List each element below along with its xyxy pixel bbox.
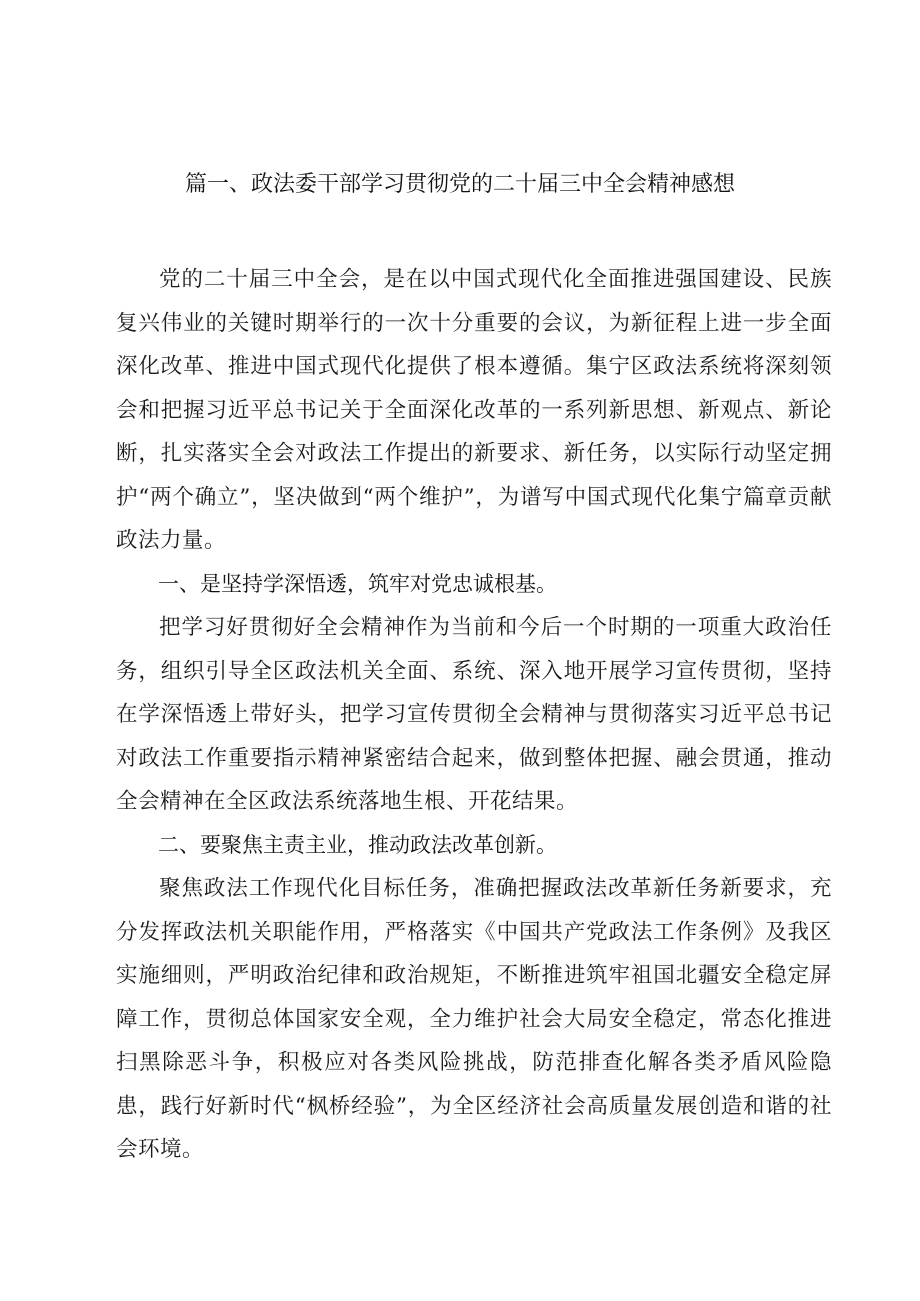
section-paragraph-1: 把学习好贯彻好全会精神作为当前和今后一个时期的一项重大政治任务，组织引导全区政法机关全面、系统、深入地开展学习宣传贯彻，坚持在学深悟透上带好头，把学习宣传贯彻全会精神与贯彻落实习近平总书记对政法工作重要指示精神紧密结合起来，做到整体把握、融会贯通，推动全会精神在全区政法系统落地生根、开花结果。: [116, 615, 832, 814]
intro-paragraph: 党的二十届三中全会，是在以中国式现代化全面推进强国建设、民族复兴伟业的关键时期举行的一次十分重要的会议，为新征程上进一步全面深化改革、推进中国式现代化提供了根本遵循。集宁区政法系统将深刻领会和把握习近平总书记关于全面深化改革的一系列新思想、新观点、新论断，扎实落实全会对政法工作提出的新要求、新任务，以实际行动坚定拥护“两个确立”，坚决做到“两个维护”，为谱写中国式现代化集宁篇章贡献政法力量。: [116, 267, 832, 553]
document-title: 篇一、政法委干部学习贯彻党的二十届三中全会精神感想: [184, 172, 735, 197]
document-body: [116, 258, 832, 1172]
section-heading-1: 一、是坚持学深悟透，筑牢对党忠诚根基。: [158, 571, 557, 596]
section-heading-2: 二、要聚焦主责主业，推动政法改革创新。: [158, 832, 557, 857]
section-paragraph-2: 聚焦政法工作现代化目标任务，准确把握政法改革新任务新要求，充分发挥政法机关职能作用，严格落实《中国共产党政法工作条例》及我区实施细则，严明政治纪律和政治规矩，不断推进筑牢祖国北疆安全稳定屏障工作，贯彻总体国家安全观，全力维护社会大局安全稳定，常态化推进扫黑除恶斗争，积极应对各类风险挑战，防范排查化解各类矛盾风险隐患，践行好新时代“枫桥经验”，为全区经济社会高质量发展创造和谐的社会环境。: [116, 876, 832, 1162]
